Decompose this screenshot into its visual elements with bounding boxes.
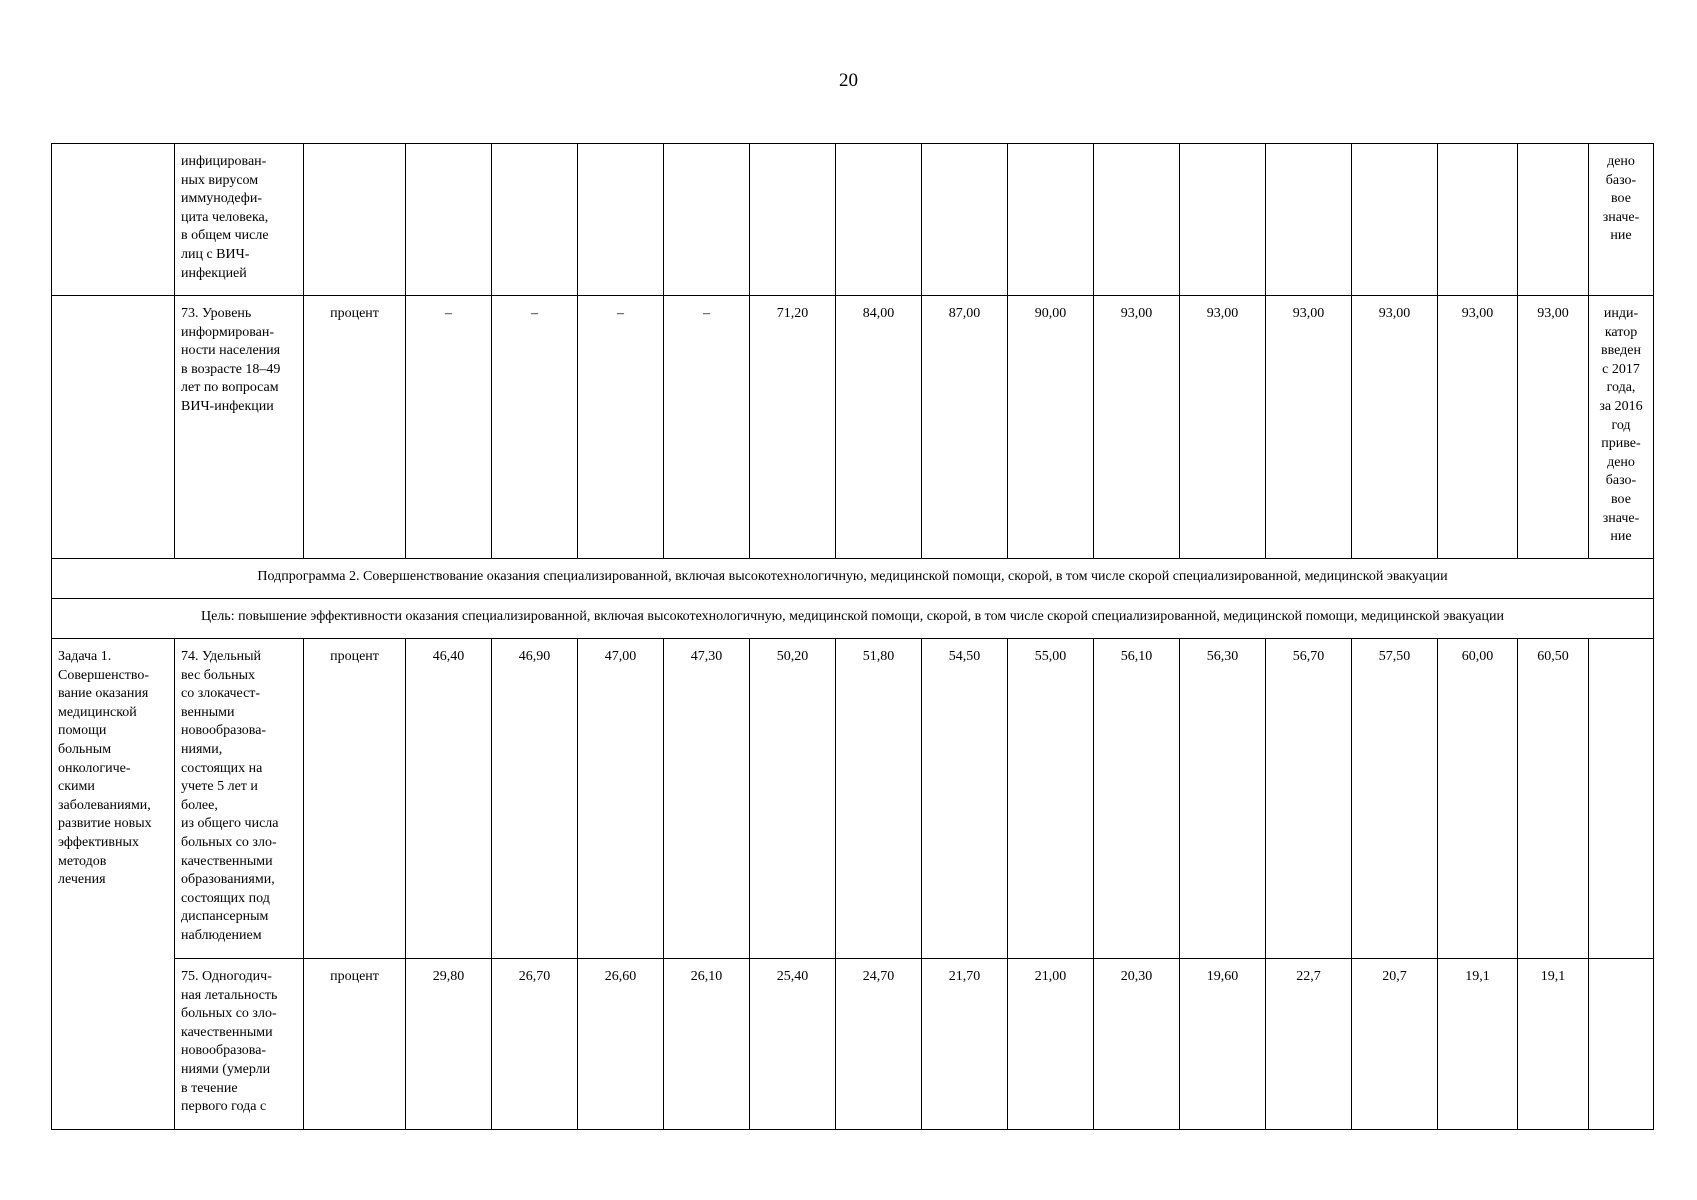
value-cell [1094, 144, 1180, 296]
page-number: 20 [839, 70, 858, 91]
table-row [52, 144, 1654, 296]
note-cell: дено базо- вое значе- ние [1589, 144, 1654, 296]
value-cell [664, 144, 750, 296]
subprogram-row [52, 559, 1654, 599]
task-cell [52, 296, 175, 559]
value-cell [836, 144, 922, 296]
value-cell: 50,20 [750, 639, 836, 959]
value-cell: 84,00 [836, 296, 922, 559]
unit-cell: процент [304, 959, 406, 1130]
table-row [52, 959, 1654, 1130]
indicator-cell: инфицирован- ных вирусом иммунодефи- цита человека, в общем числе лиц с ВИЧ- инфекцией [175, 144, 304, 296]
value-cell: 19,60 [1180, 959, 1266, 1130]
value-cell: 71,20 [750, 296, 836, 559]
unit-cell [304, 144, 406, 296]
value-cell: 22,7 [1266, 959, 1352, 1130]
value-cell [578, 144, 664, 296]
value-cell: 56,10 [1094, 639, 1180, 959]
value-cell: 93,00 [1438, 296, 1518, 559]
value-cell: 19,1 [1518, 959, 1589, 1130]
indicator-cell: 75. Одногодич- ная летальность больных со зло- качественными новообразова- ниями (умерли в течение первого года с [175, 959, 304, 1130]
value-cell: 90,00 [1008, 296, 1094, 559]
value-cell: – [492, 296, 578, 559]
value-cell: 19,1 [1438, 959, 1518, 1130]
value-cell: 55,00 [1008, 639, 1094, 959]
goal-row [52, 599, 1654, 639]
value-cell: 60,00 [1438, 639, 1518, 959]
value-cell [406, 144, 492, 296]
note-cell: инди- катор введен с 2017 года, за 2016 год приве- дено базо- вое значе- ние [1589, 296, 1654, 559]
value-cell: 26,60 [578, 959, 664, 1130]
value-cell [922, 144, 1008, 296]
note-cell [1589, 639, 1654, 959]
indicator-cell: 74. Удельный вес больных со злокачест- венными новообразова- ниями, состоящих на учете 5 лет и более, из общего числа больных со зло- качественными образованиями, состоящих под диспансерным наблюдением [175, 639, 304, 959]
indicator-cell: 73. Уровень информирован- ности населения в возрасте 18–49 лет по вопросам ВИЧ-инфекции [175, 296, 304, 559]
value-cell [1518, 144, 1589, 296]
value-cell: 47,00 [578, 639, 664, 959]
value-cell: 25,40 [750, 959, 836, 1130]
value-cell: 93,00 [1352, 296, 1438, 559]
value-cell [1438, 144, 1518, 296]
value-cell [1266, 144, 1352, 296]
task-cell: Задача 1. Совершенство- вание оказания медицинской помощи больным онкологиче- скими заболеваниями, развитие новых эффективных методов лечения [52, 639, 175, 1130]
table-row [52, 639, 1654, 959]
value-cell: – [406, 296, 492, 559]
value-cell: 51,80 [836, 639, 922, 959]
value-cell: 93,00 [1094, 296, 1180, 559]
value-cell [1180, 144, 1266, 296]
value-cell: 21,00 [1008, 959, 1094, 1130]
value-cell: 56,30 [1180, 639, 1266, 959]
value-cell [492, 144, 578, 296]
value-cell: 26,70 [492, 959, 578, 1130]
task-cell [52, 144, 175, 296]
table-row [52, 296, 1654, 559]
value-cell: – [664, 296, 750, 559]
indicators-table [51, 143, 1654, 1130]
value-cell: 20,30 [1094, 959, 1180, 1130]
subprogram-title: Подпрограмма 2. Совершенствование оказания специализированной, включая высокотехнологичную, медицинской помощи, скорой, в том числе скорой специализированной, медицинской эвакуации [52, 559, 1654, 599]
value-cell: 26,10 [664, 959, 750, 1130]
unit-cell: процент [304, 296, 406, 559]
value-cell: 56,70 [1266, 639, 1352, 959]
value-cell: 57,50 [1352, 639, 1438, 959]
value-cell: 46,40 [406, 639, 492, 959]
value-cell: 87,00 [922, 296, 1008, 559]
value-cell: – [578, 296, 664, 559]
value-cell: 24,70 [836, 959, 922, 1130]
value-cell: 60,50 [1518, 639, 1589, 959]
value-cell: 46,90 [492, 639, 578, 959]
value-cell: 93,00 [1266, 296, 1352, 559]
unit-cell: процент [304, 639, 406, 959]
value-cell [750, 144, 836, 296]
note-cell [1589, 959, 1654, 1130]
value-cell: 93,00 [1180, 296, 1266, 559]
value-cell [1352, 144, 1438, 296]
value-cell: 20,7 [1352, 959, 1438, 1130]
goal-title: Цель: повышение эффективности оказания специализированной, включая высокотехнологичную, медицинской помощи, скорой, в том числе скорой специализированной, медицинской помощи, медицинской эвакуации [52, 599, 1654, 639]
value-cell [1008, 144, 1094, 296]
value-cell: 47,30 [664, 639, 750, 959]
value-cell: 93,00 [1518, 296, 1589, 559]
value-cell: 29,80 [406, 959, 492, 1130]
value-cell: 54,50 [922, 639, 1008, 959]
value-cell: 21,70 [922, 959, 1008, 1130]
